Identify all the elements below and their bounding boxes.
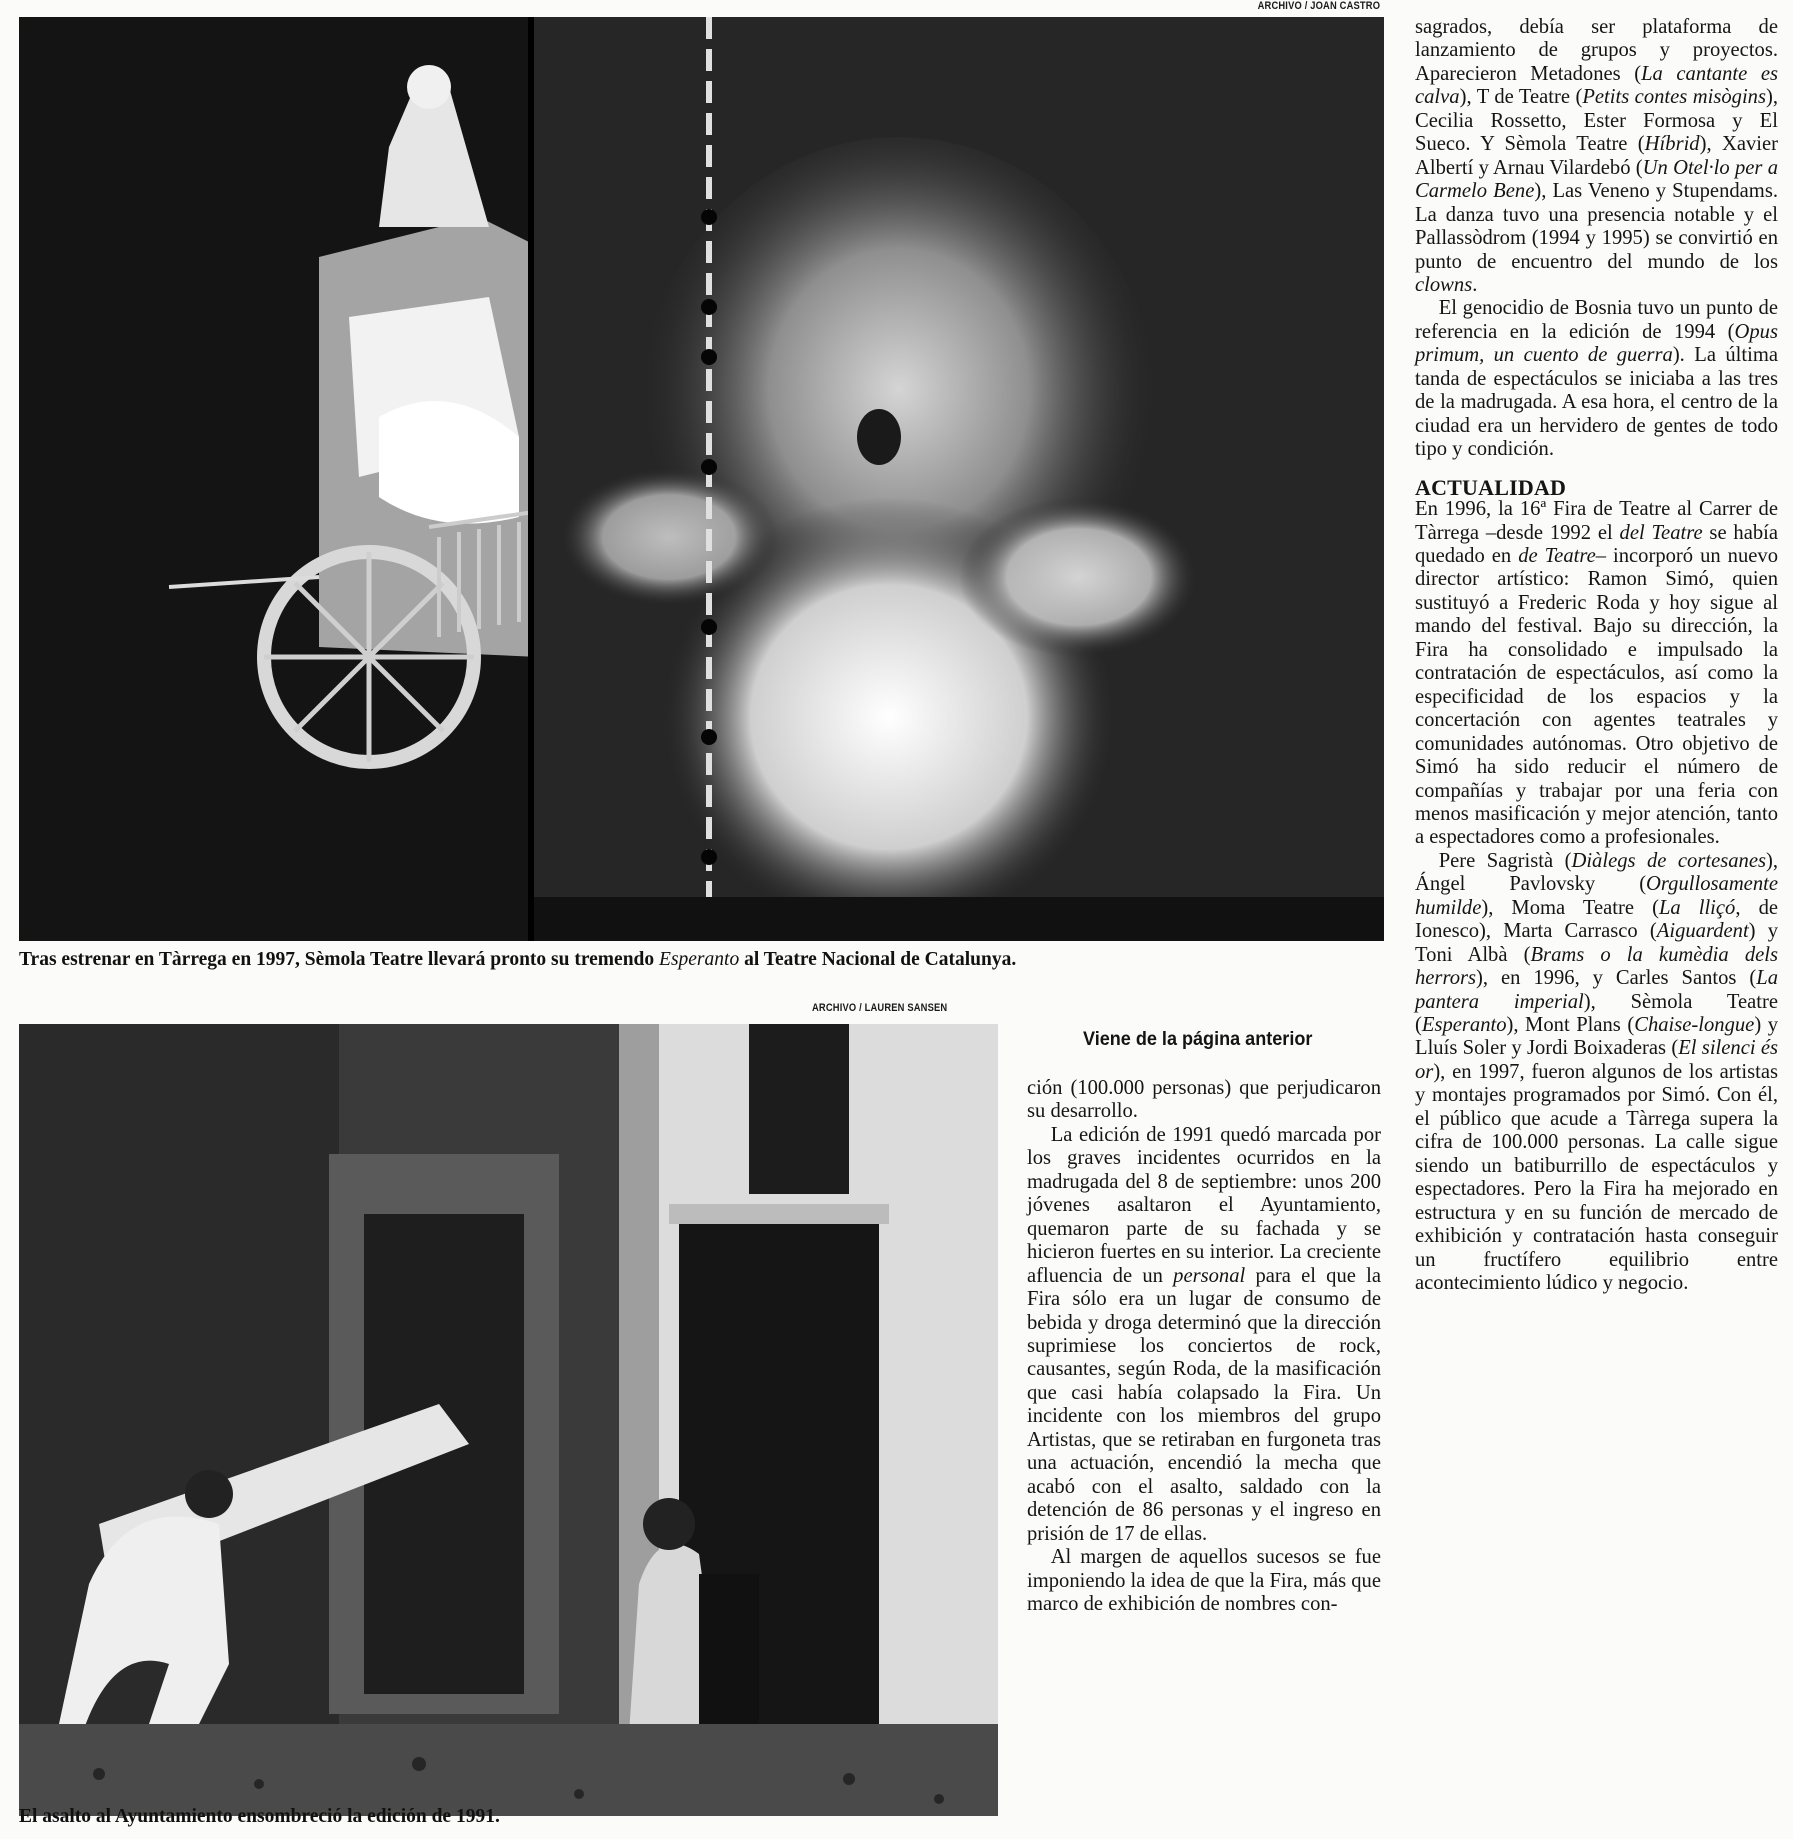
middle-paragraph-2 xyxy=(1027,1124,1381,1546)
middle-p2-text-a: La edición de 1991 quedó marcada por los graves incidentes ocurridos en la madrugada del 8 de septiembre: unos 200 jóvenes asaltaron el Ayuntamiento, quemaron parte de su fachada y se hicieron fuertes en su interior. La creciente afluencia de un xyxy=(1027,1123,1381,1287)
right-paragraph-2 xyxy=(1415,297,1778,461)
photo-credit-top: ARCHIVO / JOAN CASTRO xyxy=(1257,0,1380,12)
right-paragraph-1 xyxy=(1415,16,1778,297)
r-p4-a: Pere Sagristà ( xyxy=(1438,849,1572,872)
caption-top-text-b: al Teatre Nacional de Catalunya. xyxy=(739,949,1017,970)
middle-paragraph-1: ción (100.000 personas) que perjudicaron su desarrollo. xyxy=(1027,1077,1381,1123)
r-p1-a: sagrados, debía ser plataforma de lanzamiento de grupos y proyectos. Aparecieron Metadones ( xyxy=(1415,16,1778,85)
r-p3-a: En 1996, la 16ª Fira de Teatre al Carrer de Tàrrega –desde 1992 el xyxy=(1415,498,1778,544)
r-p4-i5: Brams o la kumèdia dels herrors xyxy=(1415,943,1778,990)
r-p4-i9: El silenci és or xyxy=(1415,1037,1779,1083)
middle-p2-italic: personal xyxy=(1173,1264,1246,1287)
r-p1-d: ), Xavier Albertí y Arnau Vilardebó ( xyxy=(1415,133,1779,179)
r-p1-i2: Petits contes misògins xyxy=(1582,86,1766,109)
section-heading-actualidad: ACTUALIDAD xyxy=(1415,474,1567,500)
r-p1-i5: clowns xyxy=(1415,273,1473,296)
article-column-middle xyxy=(1027,1077,1381,1616)
middle-paragraph-3: Al margen de aquellos sucesos se fue imponiendo la idea de que la Fira, más que marco de exhibición de nombres con- xyxy=(1027,1546,1381,1615)
r-p4-j: ) y Lluís Soler y Jordi Boixaderas ( xyxy=(1415,1014,1778,1060)
r-p4-e: ) y Toni Albà ( xyxy=(1415,920,1778,966)
street-photo-image xyxy=(19,1024,998,1816)
r-p4-f: ), en 1996, y Carles Santos ( xyxy=(1476,967,1757,990)
r-p2-a: El genocidio de Bosnia tuvo un punto de referencia en la edición de 1994 ( xyxy=(1415,297,1778,343)
photo-caption-top xyxy=(19,949,1016,971)
r-p4-b: ), Ángel Pavlovsky ( xyxy=(1415,849,1779,896)
photo-semola-teatre xyxy=(19,17,1384,941)
r-p1-i3: Híbrid xyxy=(1644,133,1700,156)
stage-photo-image xyxy=(19,17,1384,941)
r-p1-c: ), Cecilia Rossetto, Ester Formosa y El Sueco. Y Sèmola Teatre ( xyxy=(1415,86,1778,156)
r-p3-i1: del Teatre xyxy=(1619,521,1703,544)
right-paragraph-3 xyxy=(1415,498,1778,850)
r-p4-k: ), en 1997, fueron algunos de los artistas y montajes programados por Simó. Con él, el público que acude a Tàrrega supera la cifra de 100.000 personas. La calle sigue siendo un batiburrillo de espectáculos y espectadores. Pero la Fira ha mejorado en estructura y en su función de mercado de exhibición y contratación hasta conseguir un fructífero equilibrio entre acontecimiento lúdico y negocio. xyxy=(1415,1060,1778,1295)
right-paragraph-4 xyxy=(1415,850,1778,1296)
r-p1-f: . xyxy=(1472,273,1478,296)
middle-p2-text-b: para el que la Fira sólo era un lugar de consumo de bebida y droga determinó que la dirección suprimiese los conciertos de rock, causantes, según Roda, de la masificación que casi había colapsado la Fira. Un incidente con los miembros del grupo Artistas, que se retiraban en furgoneta tras una actuación, encendió la mecha que acabó con el asalto, saldado con la detención de 86 personas y el ingreso en prisión de 17 de ellas. xyxy=(1027,1264,1381,1545)
r-p2-i1: Opus primum, un cuento de guerra xyxy=(1415,320,1778,367)
r-p3-c: – incorporó un nuevo director artístico: Ramon Simó, quien sustituyó a Frederic Roda y hoy sigue al mando del festival. Bajo su dirección, la Fira ha consolidado e impulsado la contratación de espectáculos, así como la especificidad de los espacios y la concertación con agentes teatrales y comunidades autónomas. Otro objetivo de Simó ha sido reducir el número de compañías y trabajar por una feria con menos masificación y mejor atención, tanto a espectadores como a profesionales. xyxy=(1415,544,1778,849)
r-p4-i7: Esperanto xyxy=(1421,1014,1507,1037)
caption-top-text-a: Tras estrenar en Tàrrega en 1997, Sèmola Teatre llevará pronto su tremendo xyxy=(19,949,660,970)
r-p4-i1: Diàlegs de cortesanes xyxy=(1571,849,1766,872)
r-p3-i2: de Teatre xyxy=(1518,544,1596,567)
r-p4-g: ), Sèmola Teatre ( xyxy=(1415,990,1778,1037)
r-p1-i1: La cantante es calva xyxy=(1415,62,1778,109)
r-p1-b: ), T de Teatre ( xyxy=(1459,86,1583,109)
r-p4-c: ), Moma Teatre ( xyxy=(1481,896,1659,919)
photo-ayuntamiento-asalto xyxy=(19,1024,998,1816)
photo-credit-bottom: ARCHIVO / LAUREN SANSEN xyxy=(812,1002,948,1014)
r-p4-i2: Orgullosamente humilde xyxy=(1415,873,1778,919)
r-p1-i4: Un Otel·lo per a Carmelo Bene xyxy=(1415,156,1778,203)
photo-caption-bottom: El asalto al Ayuntamiento ensombreció la edición de 1991. xyxy=(19,1806,500,1827)
r-p4-i8: Chaise-longue xyxy=(1634,1014,1755,1037)
r-p4-h: ), Mont Plans ( xyxy=(1506,1014,1635,1037)
r-p4-i3: La lliçó xyxy=(1658,896,1736,919)
r-p4-d: , de Ionesco), Marta Carrasco ( xyxy=(1415,896,1778,943)
r-p4-i6: La pantera imperial xyxy=(1415,967,1778,1013)
r-p2-b: ). La última tanda de espectáculos se iniciaba a las tres de la madrugada. A esa hora, el centro de la ciudad era un hervidero de gentes de todo tipo y condición. xyxy=(1415,344,1778,461)
caption-top-italic: Esperanto xyxy=(659,949,740,970)
r-p4-i4: Aiguardent xyxy=(1656,920,1749,943)
article-column-right xyxy=(1415,16,1778,1295)
r-p1-e: ), Las Veneno y Stupendams. La danza tuvo una presencia notable y el Pallassòdrom (1994 y 1995) se convirtió en punto de encuentro del mundo de los xyxy=(1415,180,1778,273)
continued-from-previous-page: Viene de la página anterior xyxy=(1083,1029,1313,1050)
r-p3-b: se había quedado en xyxy=(1415,521,1778,567)
